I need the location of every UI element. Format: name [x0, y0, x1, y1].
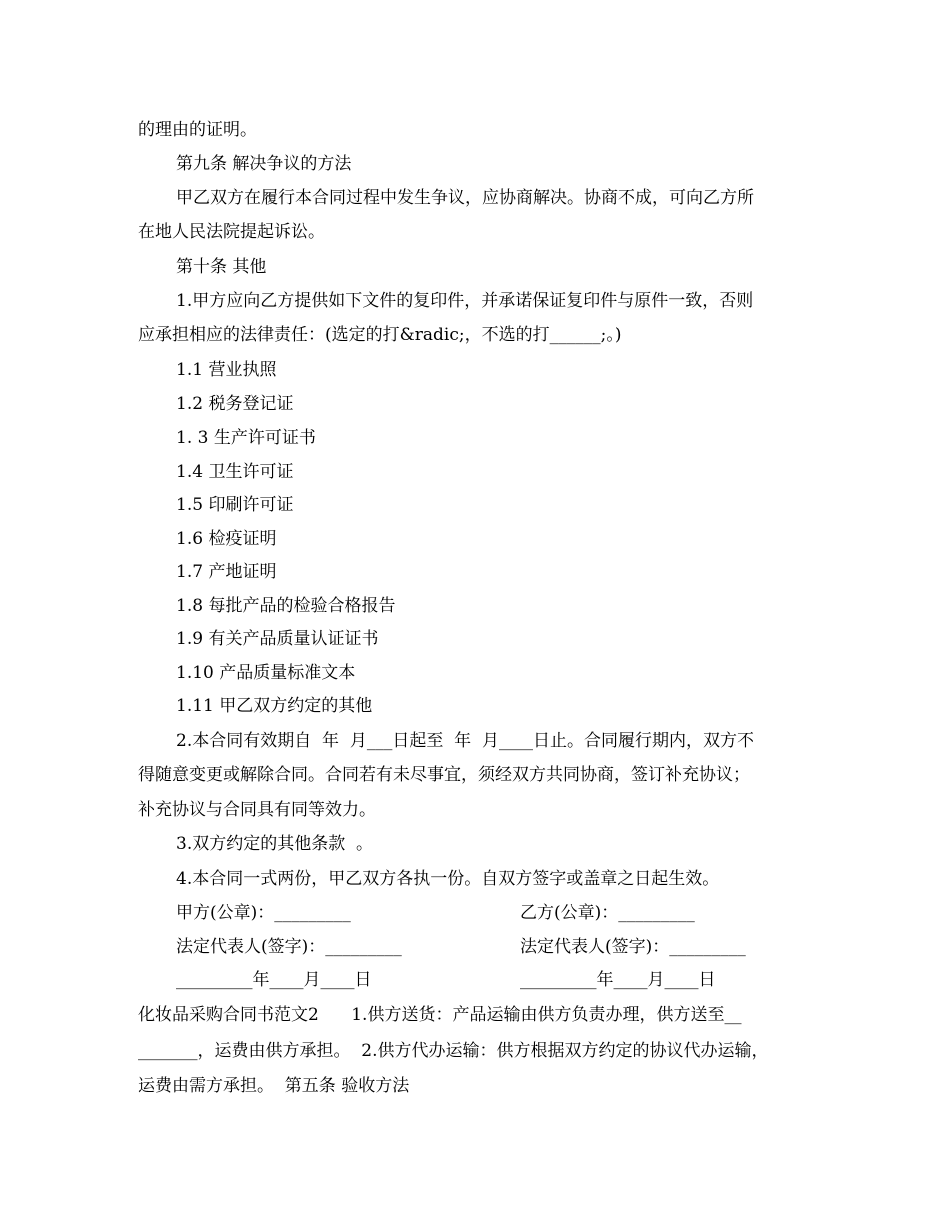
- paragraph-line: 的理由的证明。: [138, 120, 257, 140]
- paragraph-line: 甲乙双方在履行本合同过程中发生争议，应协商解决。协商不成，可向乙方所: [176, 188, 754, 208]
- list-item: 1.9 有关产品质量认证证书: [176, 629, 379, 649]
- paragraph-line: 补充协议与合同具有同等效力。: [138, 800, 376, 820]
- paragraph-line: 4.本合同一式两份，甲乙双方各执一份。自双方签字或盖章之日起生效。: [176, 869, 720, 889]
- party-b-rep-field: 法定代表人(签字)：_________: [520, 937, 746, 957]
- list-item: 1.1 营业执照: [176, 360, 277, 380]
- paragraph-line: 3.双方约定的其他条款 。: [176, 834, 374, 854]
- paragraph-line: 化妆品采购合同书范文2 1.供方送货：产品运输由供方负责办理，供方送至__: [138, 1005, 742, 1025]
- paragraph-line: 1.甲方应向乙方提供如下文件的复印件，并承诺保证复印件与原件一致，否则: [176, 291, 754, 311]
- list-item: 1.10 产品质量标准文本: [176, 663, 356, 683]
- paragraph-line: 得随意变更或解除合同。合同若有未尽事宜，须经双方共同协商，签订补充协议；: [138, 765, 750, 785]
- paragraph-line: 应承担相应的法律责任：(选定的打&radic;，不选的打______;。): [138, 325, 622, 345]
- party-b-seal-field: 乙方(公章)：_________: [520, 903, 695, 923]
- list-item: 1.2 税务登记证: [176, 394, 294, 414]
- paragraph-line: 运费由需方承担。 第五条 验收方法: [138, 1076, 410, 1096]
- party-a-rep-field: 法定代表人(签字)：_________: [176, 937, 402, 957]
- list-item: 1.6 检疫证明: [176, 529, 277, 549]
- party-b-date-field: _________年____月____日: [520, 970, 716, 990]
- party-a-seal-field: 甲方(公章)：_________: [176, 903, 351, 923]
- party-a-date-field: _________年____月____日: [176, 970, 372, 990]
- article-ten-heading: 第十条 其他: [176, 257, 267, 277]
- list-item: 1.8 每批产品的检验合格报告: [176, 596, 396, 616]
- paragraph-line: 在地人民法院提起诉讼。: [138, 222, 325, 242]
- paragraph-line: _______，运费由供方承担。 2.供方代办运输：供方根据双方约定的协议代办运输，: [138, 1041, 769, 1061]
- list-item: 1. 3 生产许可证书: [176, 428, 316, 448]
- paragraph-line: 2.本合同有效期自 年 月___日起至 年 月____日止。合同履行期内，双方不: [176, 731, 754, 751]
- list-item: 1.11 甲乙双方约定的其他: [176, 696, 373, 716]
- article-nine-heading: 第九条 解决争议的方法: [176, 154, 352, 174]
- list-item: 1.5 印刷许可证: [176, 495, 294, 515]
- list-item: 1.7 产地证明: [176, 562, 277, 582]
- list-item: 1.4 卫生许可证: [176, 462, 294, 482]
